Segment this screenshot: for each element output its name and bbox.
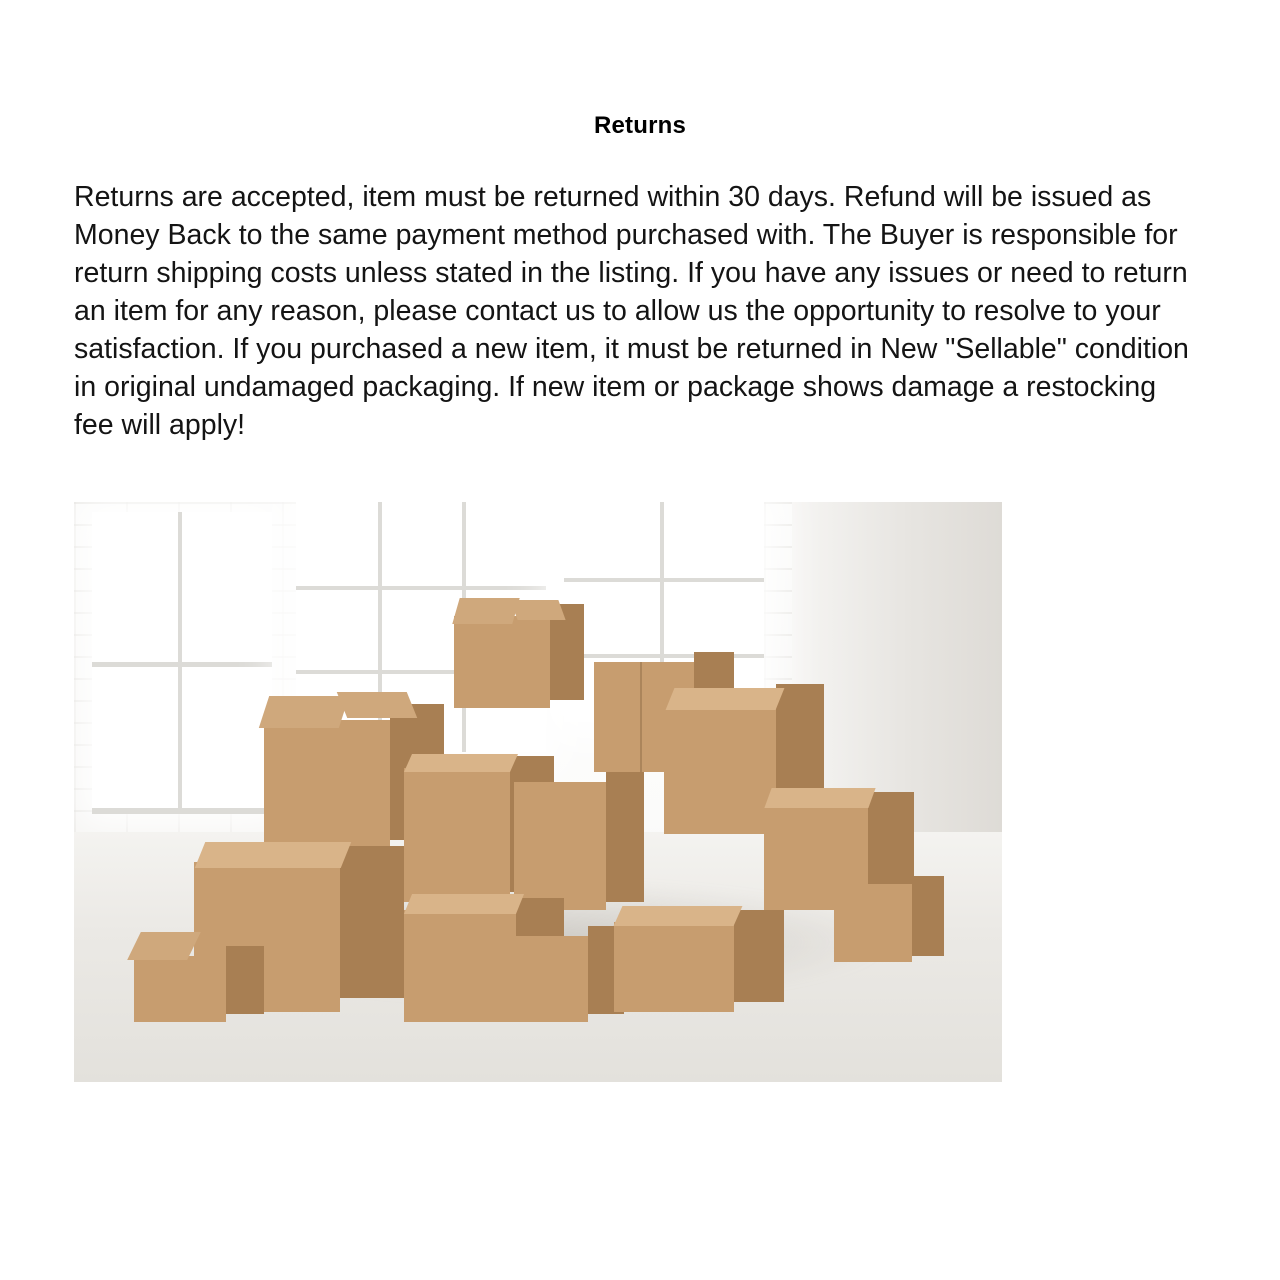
box-floor-left-open xyxy=(134,932,264,1022)
box-tall-back xyxy=(454,598,584,708)
box-front-small xyxy=(504,922,624,1022)
box-front-right-flat xyxy=(614,902,784,1012)
image-scene xyxy=(74,502,1002,1082)
cardboard-boxes-image xyxy=(74,502,1002,1082)
returns-policy-text: Returns are accepted, item must be returned within 30 days. Refund will be issued as Money Back to the same payment method purchased with. The Buyer is responsible for return shipping costs unless stated in the listing. If you have any issues or need to return an item for any reason, please contact us to allow us the opportunity to resolve to your satisfaction. If you purchased a new item, it must be returned in New "Sellable" condition in original undamaged packaging. If new item or package shows damage a restocking fee will apply! xyxy=(74,181,1189,441)
page-title: Returns xyxy=(593,112,687,139)
window-left xyxy=(92,512,272,812)
box-far-right-small xyxy=(834,872,944,962)
box-mid-right xyxy=(514,770,644,910)
